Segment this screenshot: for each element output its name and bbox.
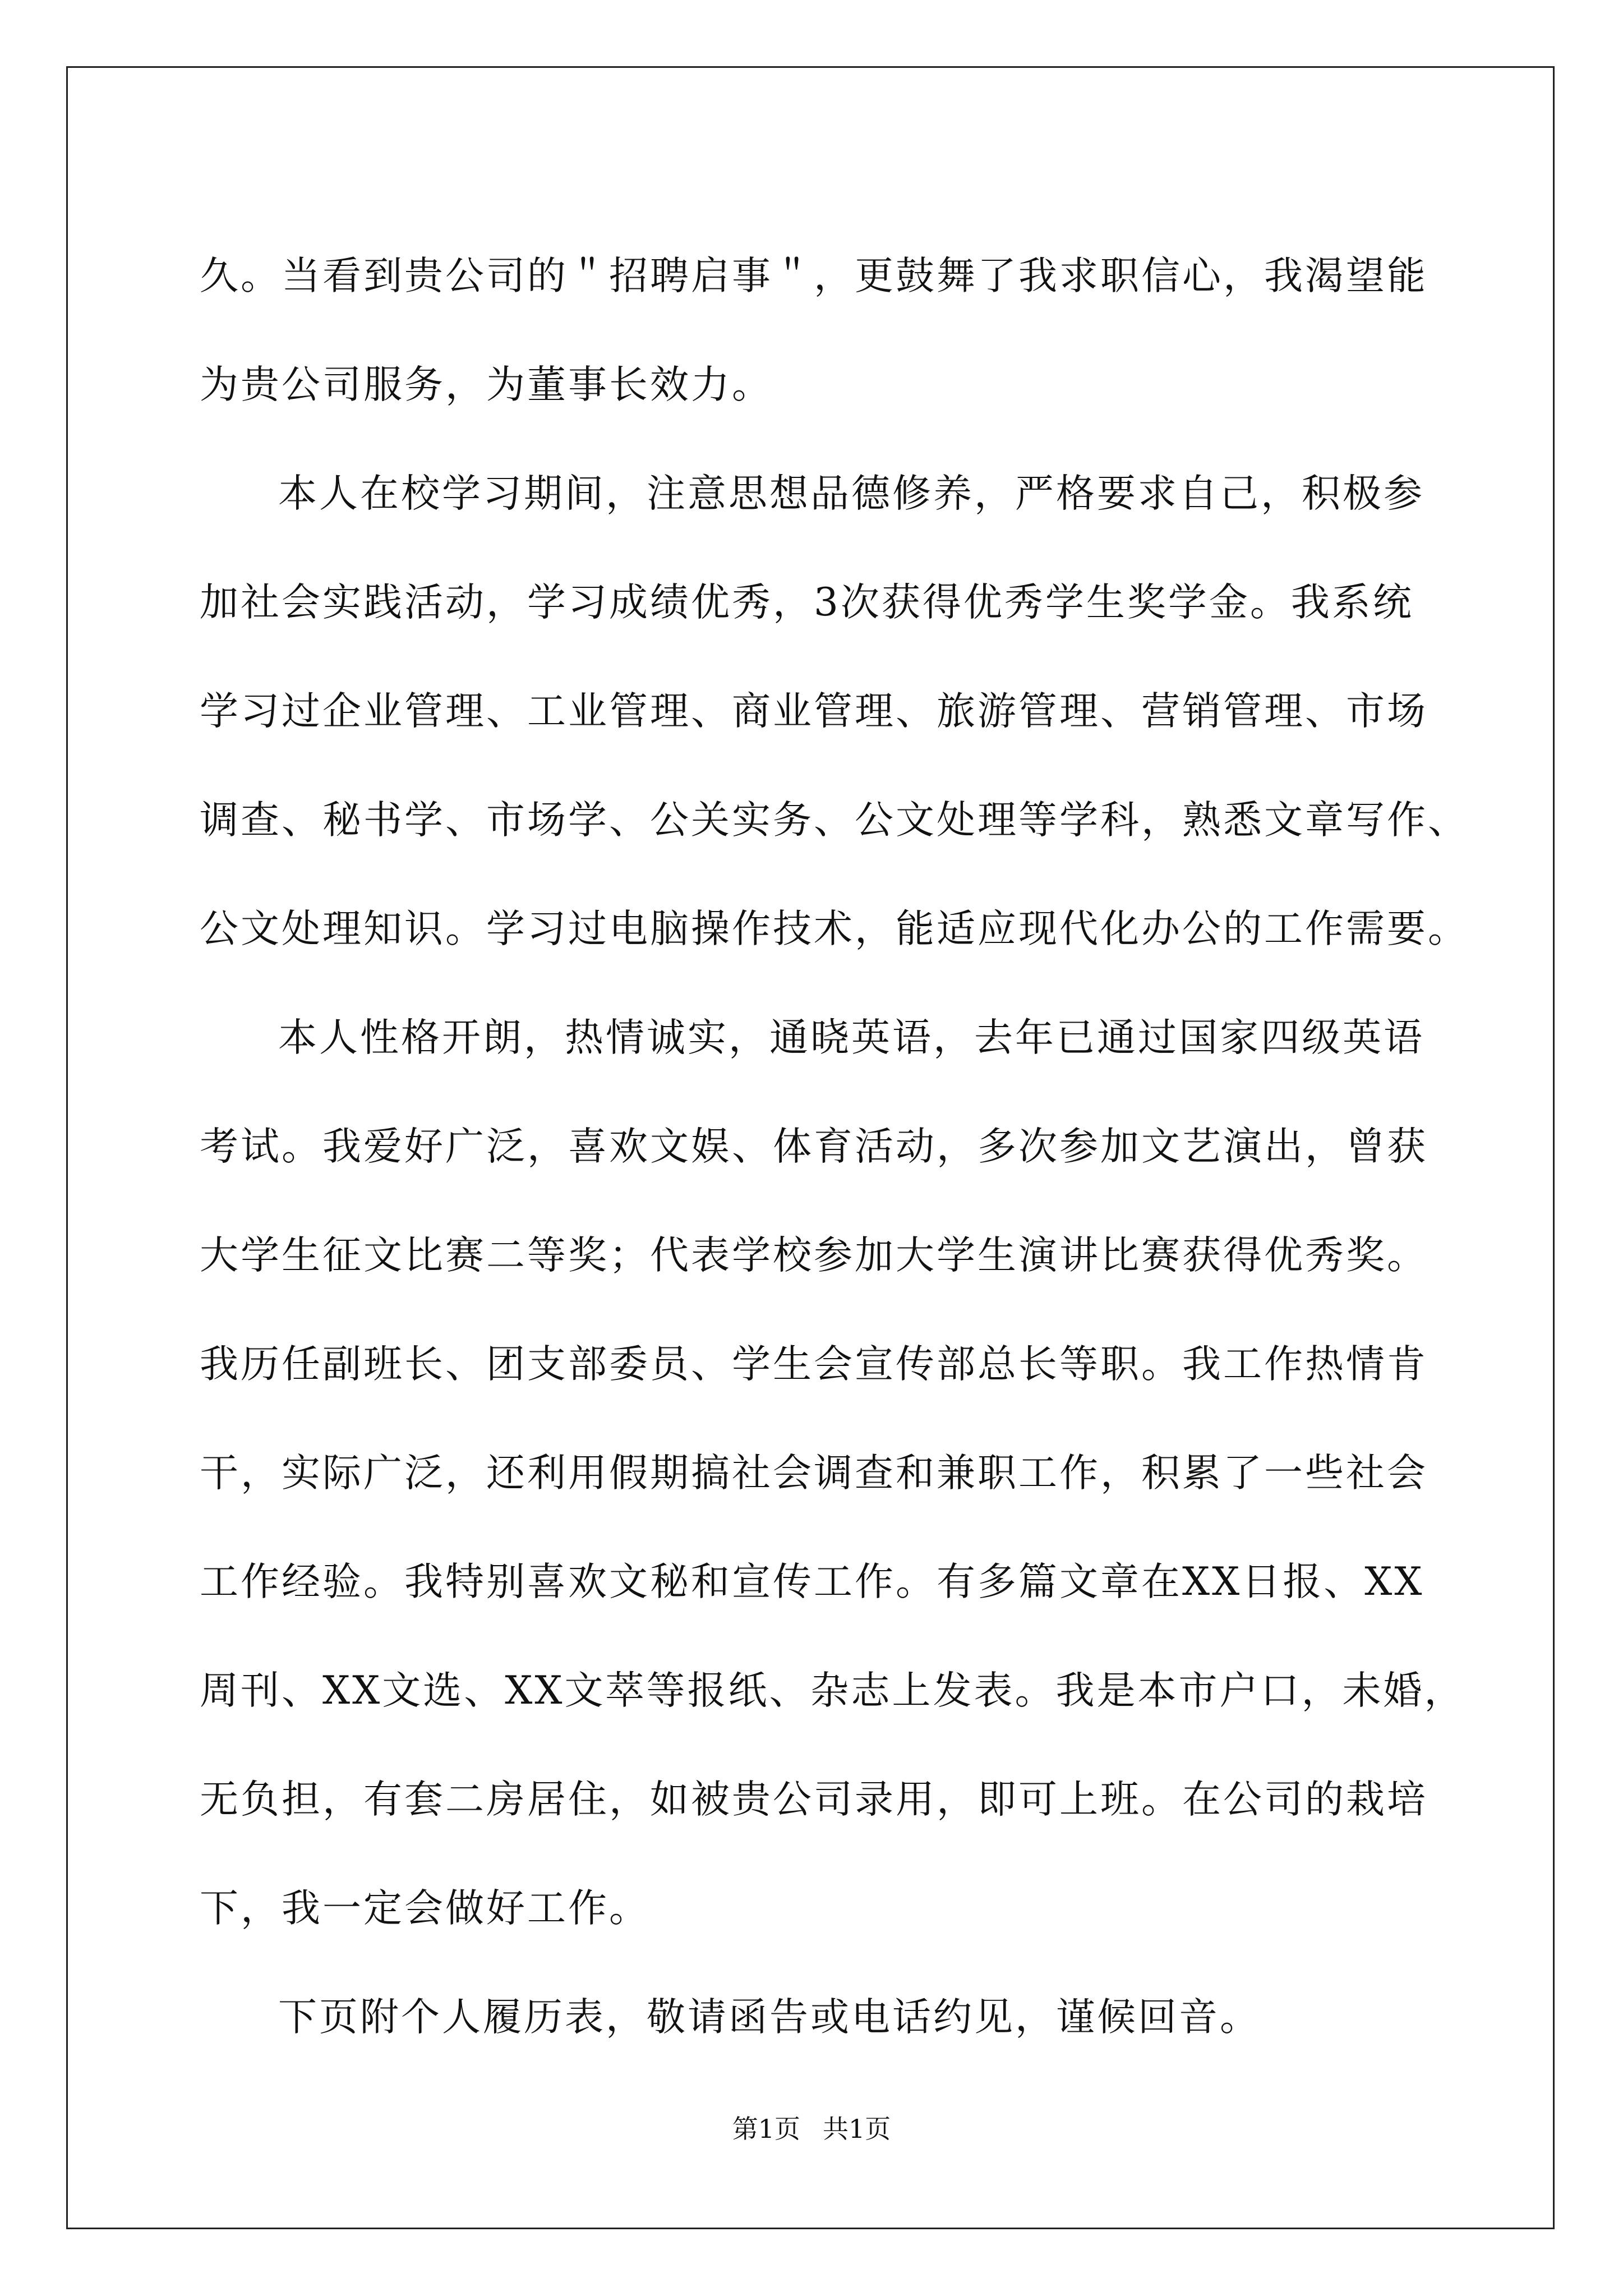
- text-line: 本人性格开朗，热情诚实，通晓英语，去年已通过国家四级英语: [278, 1015, 1424, 1060]
- text-line: 大学生征文比赛二等奖；代表学校参加大学生演讲比赛获得优秀奖。: [200, 1233, 1428, 1278]
- text-line: 周刊、XX文选、XX文萃等报纸、杂志上发表。我是本市户口，未婚，: [200, 1668, 1465, 1713]
- text-line: 加社会实践活动，学习成绩优秀，3次获得优秀学生奖学金。我系统: [200, 580, 1414, 625]
- text-line: 下页附个人履历表，敬请函告或电话约见，谨候回音。: [278, 1995, 1261, 2040]
- text-line: 工作经验。我特别喜欢文秘和宣传工作。有多篇文章在XX日报、XX: [200, 1559, 1424, 1604]
- text-line: 干，实际广泛，还利用假期搞社会调查和兼职工作，积累了一些社会: [200, 1451, 1428, 1496]
- text-line: 我历任副班长、团支部委员、学生会宣传部总长等职。我工作热情肯: [200, 1342, 1428, 1387]
- text-line: 为贵公司服务，为董事长效力。: [200, 362, 773, 407]
- text-line: 久。当看到贵公司的＂招聘启事＂，更鼓舞了我求职信心，我渴望能: [200, 254, 1428, 298]
- page-footer: [0, 2112, 1623, 2146]
- page-number-current: 第1页: [732, 2114, 800, 2144]
- text-line: 无负担，有套二房居住，如被贵公司录用，即可上班。在公司的栽培: [200, 1777, 1428, 1822]
- letter-body: [200, 222, 1469, 2072]
- text-line: 公文处理知识。学习过电脑操作技术，能适应现代化办公的工作需要。: [200, 907, 1469, 951]
- text-line: 考试。我爱好广泛，喜欢文娱、体育活动，多次参加文艺演出，曾获: [200, 1124, 1428, 1169]
- text-line: 学习过企业管理、工业管理、商业管理、旅游管理、营销管理、市场: [200, 689, 1428, 734]
- page-number-total: 共1页: [823, 2114, 891, 2144]
- text-line: 下，我一定会做好工作。: [200, 1886, 650, 1931]
- text-line: 本人在校学习期间，注意思想品德修养，严格要求自己，积极参: [278, 471, 1424, 516]
- text-line: 调查、秘书学、市场学、公关实务、公文处理等学科，熟悉文章写作、: [200, 798, 1469, 843]
